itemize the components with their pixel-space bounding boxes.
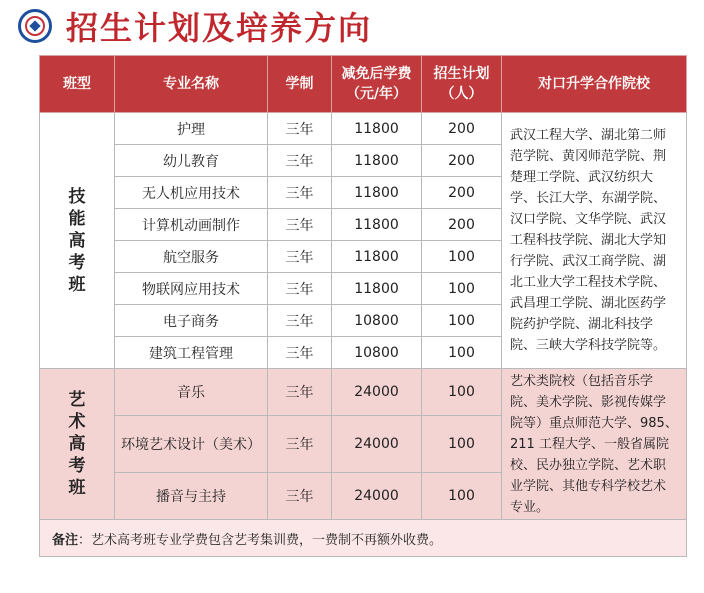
table-header-row [40, 56, 687, 113]
fee-cell: 11800 [332, 113, 422, 145]
fee-cell: 11800 [332, 177, 422, 209]
fee-cell: 10800 [332, 337, 422, 369]
header-class-type: 班型 [40, 56, 115, 113]
years-cell: 三年 [268, 273, 332, 305]
major-cell: 音乐 [115, 369, 268, 416]
table-row [40, 369, 687, 416]
quota-cell: 100 [422, 416, 502, 473]
years-cell: 三年 [268, 305, 332, 337]
note-row [40, 520, 687, 557]
major-cell: 物联网应用技术 [115, 273, 268, 305]
fee-cell: 11800 [332, 241, 422, 273]
major-cell: 航空服务 [115, 241, 268, 273]
major-cell: 护理 [115, 113, 268, 145]
quota-cell: 100 [422, 337, 502, 369]
class-type-char: 术 [68, 412, 86, 432]
header-fee [332, 56, 422, 113]
quota-cell: 200 [422, 113, 502, 145]
fee-cell: 11800 [332, 145, 422, 177]
major-cell: 建筑工程管理 [115, 337, 268, 369]
class-type-char: 班 [68, 478, 86, 498]
header-quota-text: 招生计划 （人） [433, 66, 490, 102]
header [18, 6, 372, 46]
major-cell: 环境艺术设计（美术） [115, 416, 268, 473]
note-label: 备注 [52, 532, 79, 548]
major-cell: 无人机应用技术 [115, 177, 268, 209]
years-cell: 三年 [268, 473, 332, 520]
class-type-char: 考 [68, 252, 86, 273]
years-cell: 三年 [268, 145, 332, 177]
years-cell: 三年 [268, 209, 332, 241]
page-title: 招生计划及培养方向 [66, 9, 373, 47]
fee-cell: 10800 [332, 305, 422, 337]
fee-cell: 24000 [332, 473, 422, 520]
years-cell: 三年 [268, 369, 332, 416]
major-cell: 播音与主持 [115, 473, 268, 520]
class-type-char: 班 [68, 274, 86, 295]
quota-cell: 200 [422, 177, 502, 209]
years-cell: 三年 [268, 241, 332, 273]
quota-cell: 100 [422, 241, 502, 273]
note-cell [40, 520, 687, 557]
header-years: 学制 [268, 56, 332, 113]
table-row [40, 113, 687, 145]
years-cell: 三年 [268, 337, 332, 369]
quota-cell: 200 [422, 209, 502, 241]
major-cell: 电子商务 [115, 305, 268, 337]
class-type-char: 艺 [68, 390, 86, 410]
header-fee-text: 减免后学费 （元/年） [341, 66, 412, 102]
class-type-char: 考 [68, 456, 86, 476]
fee-cell: 11800 [332, 209, 422, 241]
partner-schools-cell: 武汉工程大学、湖北第二师范学院、黄冈师范学院、荆楚理工学院、武汉纺织大学、长江大学、东湖学院、汉口学院、文华学院、武汉工程科技学院、湖北大学知行学院、武汉工商学院、湖北工业大学工程技术学院、武昌理工学院、湖北医药学院药护学院、湖北科技学院、三峡大学科技学院等。 [502, 113, 687, 369]
header-major: 专业名称 [115, 56, 268, 113]
class-type-char: 能 [68, 208, 86, 229]
quota-cell: 100 [422, 305, 502, 337]
major-cell: 幼儿教育 [115, 145, 268, 177]
fee-cell: 24000 [332, 416, 422, 473]
major-cell: 计算机动画制作 [115, 209, 268, 241]
years-cell: 三年 [268, 177, 332, 209]
quota-cell: 200 [422, 145, 502, 177]
enrollment-table [39, 55, 687, 557]
fee-cell: 11800 [332, 273, 422, 305]
class-type-char: 技 [68, 186, 86, 207]
quota-cell: 100 [422, 369, 502, 416]
quota-cell: 100 [422, 273, 502, 305]
class-type-cell [40, 369, 115, 520]
partner-schools-cell: 艺术类院校（包括音乐学院、美术学院、影视传媒学院等）重点师范大学、985、211 工程大学、一般省属院校、民办独立学院、艺术职业学院、其他专科学校艺术专业。 [502, 369, 687, 520]
class-type-char: 高 [68, 434, 86, 454]
school-logo-icon [18, 9, 52, 43]
quota-cell: 100 [422, 473, 502, 520]
class-type-char: 高 [68, 230, 86, 251]
header-quota [422, 56, 502, 113]
enrollment-table-container [39, 55, 686, 557]
class-type-cell [40, 113, 115, 369]
fee-cell: 24000 [332, 369, 422, 416]
years-cell: 三年 [268, 416, 332, 473]
note-text: ：艺术高考班专业学费包含艺考集训费，一费制不再额外收费。 [78, 532, 443, 548]
years-cell: 三年 [268, 113, 332, 145]
header-partners: 对口升学合作院校 [502, 56, 687, 113]
